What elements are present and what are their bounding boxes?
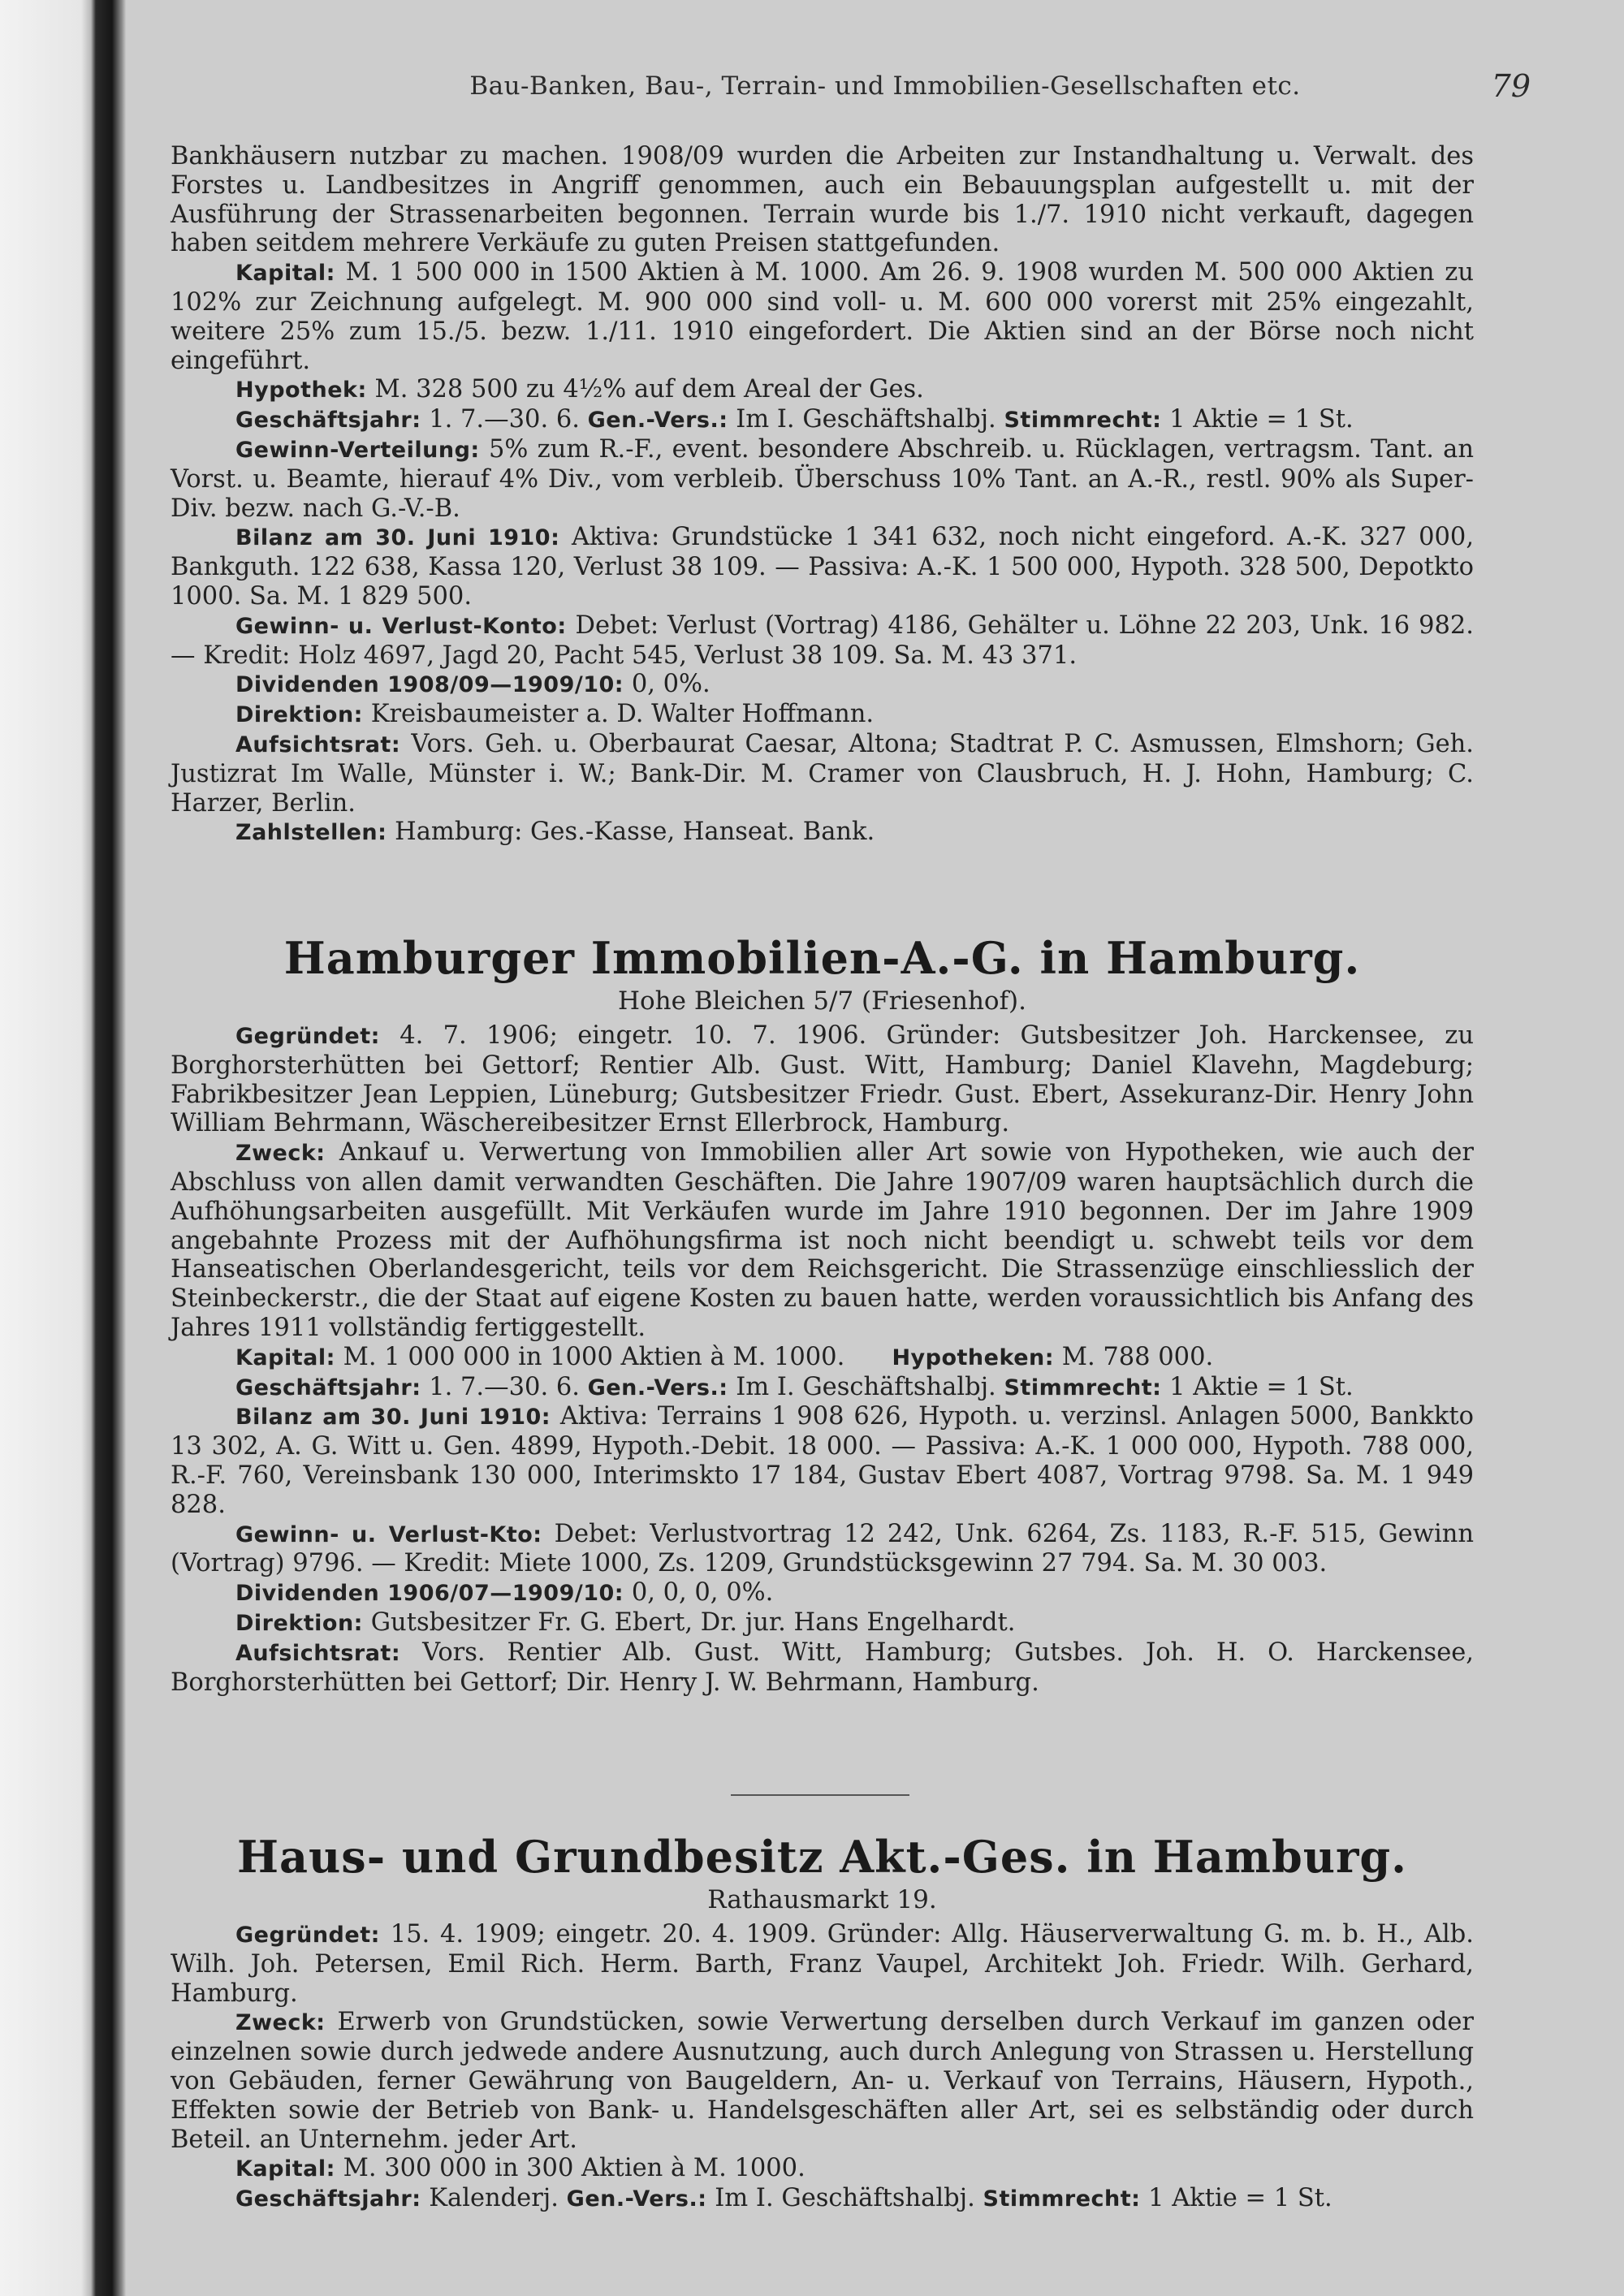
book-binding-edge: [0, 0, 126, 2296]
intro-paragraph: Bankhäusern nutzbar zu machen. 1908/09 wurden die Arbeiten zur Instandhaltung u. Verwalt. des Forstes u. Landbesitzes in Angriff genommen, auch ein Bebauungsplan aufgestellt u. mit der Ausführung der Strassenarbeiten begonnen. Terrain wurde bis 1./7. 1910 nicht verkauft, dagegen haben seitdem mehrere Verkäufe zu guten Preisen stattgefunden.: [171, 142, 1474, 258]
guv-text: Debet: Verlust (Vortrag) 4186, Gehälter u. Löhne 22 203, Unk. 16 982. — Kredit: Holz 4697, Jagd 20, Pacht 545, Verlust 38 109. Sa. M. 43 371.: [171, 611, 1474, 670]
bilanz-text: Aktiva: Terrains 1 908 626, Hypoth. u. verzinsl. Anlagen 5000, Bankkto 13 302, A. G. Witt u. Gen. 4899, Hypoth.-Debit. 18 000. — Passiva: A.-K. 1 000 000, Hypoth. 788 000, R.-F. 760, Vereinsbank 130 000, Interimskto 17 184, Gustav Ebert 4087, Vortrag 9798. Sa. M. 1 949 828.: [171, 1402, 1475, 1519]
hypothek-text: M. 328 500 zu 4½% auf dem Areal der Ges.: [374, 375, 924, 404]
guv-label: Gewinn- u. Verlust-Konto:: [235, 613, 567, 639]
gegr-label: Gegründet:: [235, 1024, 380, 1049]
gv-label: Gen.-Vers.:: [566, 2186, 707, 2212]
stimmrecht-label: Stimmrecht:: [1004, 408, 1162, 434]
kapital-paragraph: [171, 1343, 1474, 1373]
entry2-body: [171, 1920, 1474, 2214]
kapital-label: Kapital:: [235, 2156, 335, 2182]
gv-label: Gen.-Vers.:: [587, 1375, 728, 1400]
zweck-paragraph: [171, 1138, 1474, 1343]
direktion-paragraph: [171, 1608, 1474, 1638]
div-text: 0, 0, 0, 0%.: [631, 1578, 774, 1608]
hypothek-paragraph: [171, 375, 1474, 405]
kapital-text: M. 1 000 000 in 1000 Aktien à M. 1000.: [343, 1342, 845, 1371]
gewinn-label: Gewinn-Verteilung:: [235, 437, 480, 463]
guv-paragraph: [171, 1520, 1474, 1579]
geschaeftsjahr-paragraph: [171, 405, 1474, 435]
kapital-label: Kapital:: [235, 261, 335, 287]
aufsichtsrat-paragraph: [171, 1638, 1474, 1698]
bilanz-text: Aktiva: Grundstücke 1 341 632, noch nicht eingeford. A.-K. 327 000, Bankguth. 122 638, Kassa 120, Verlust 38 109. — Passiva: A.-K. 1 500 000, Hypoth. 328 500, Depotkto 1000. Sa. M. 1 829 500.: [171, 523, 1475, 611]
kapital-text: M. 1 500 000 in 1500 Aktien à M. 1000. Am 26. 9. 1908 wurden M. 500 000 Aktien zu 102% zur Zeichnung aufgelegt. M. 900 000 sind voll- u. M. 600 000 vorerst mit 25% eingezahlt, weitere 25% zum 15./5. bezw. 1./11. 1910 eingefordert. Die Aktien sind an der Börse noch nicht eingeführt.: [171, 258, 1474, 375]
gewinn-text: 5% zum R.-F., event. besondere Abschreib. u. Rücklagen, vertragsm. Tant. an Vorst. u. Beamte, hierauf 4% Div., vom verbleib. Überschuss 10% Tant. an A.-R., restl. 90% als Super-Div. bezw. nach G.-V.-B.: [171, 434, 1474, 523]
dir-text: Gutsbesitzer Fr. G. Ebert, Dr. jur. Hans Engelhardt.: [370, 1608, 1016, 1637]
gegruendet-paragraph: [171, 1021, 1474, 1138]
dir-text: Kreisbaumeister a. D. Walter Hoffmann.: [370, 700, 875, 729]
guv-text: Debet: Verlustvortrag 12 242, Unk. 6264, Zs. 1183, R.-F. 515, Gewinn (Vortrag) 9796. — Kredit: Miete 1000, Zs. 1209, Grundstücksgewinn 27 794. Sa. M. 30 003.: [171, 1519, 1474, 1578]
guv-label: Gewinn- u. Verlust-Kto:: [235, 1521, 542, 1547]
ar-label: Aufsichtsrat:: [235, 1640, 401, 1666]
gegruendet-paragraph: [171, 1920, 1474, 2008]
gj-label: Geschäftsjahr:: [235, 2186, 421, 2212]
ar-label: Aufsichtsrat:: [235, 732, 401, 757]
hypothek-label: Hypothek:: [235, 378, 367, 404]
dir-label: Direktion:: [235, 702, 363, 728]
div-text: 0, 0%.: [631, 670, 710, 699]
div-label: Dividenden 1908/09—1909/10:: [235, 672, 624, 698]
zs-text: Hamburg: Ges.-Kasse, Hanseat. Bank.: [395, 818, 875, 847]
entry1-title: Hamburger Immobilien-A.-G. in Hamburg.: [283, 932, 1361, 984]
section-divider: [731, 1794, 909, 1796]
kapital-label: Kapital:: [235, 1344, 335, 1370]
ar-text: Vors. Geh. u. Oberbaurat Caesar, Altona; Stadtrat P. C. Asmussen, Elmshorn; Geh. Justizrat Im Walle, Münster i. W.; Bank-Dir. M. Cramer von Clausbruch, H. J. Hohn, Hamburg; C. Harzer, Berlin.: [171, 729, 1474, 818]
gj-text: 1. 7.—30. 6.: [429, 1372, 580, 1401]
zweck-paragraph: [171, 2008, 1474, 2154]
zahlstellen-paragraph: [171, 818, 1474, 848]
stimmrecht-text: 1 Aktie = 1 St.: [1169, 1372, 1354, 1401]
direktion-paragraph: [171, 700, 1474, 730]
guv-paragraph: [171, 611, 1474, 671]
gegr-label: Gegründet:: [235, 1923, 380, 1948]
stimmrecht-label: Stimmrecht:: [983, 2186, 1141, 2212]
bilanz-label: Bilanz am 30. Juni 1910:: [235, 1405, 551, 1431]
dividenden-paragraph: [171, 670, 1474, 700]
entry1-body: [171, 1021, 1474, 1697]
hypotheken-label: Hypotheken:: [892, 1344, 1055, 1370]
geschaeftsjahr-paragraph: [171, 2184, 1474, 2214]
stimmrecht-text: 1 Aktie = 1 St.: [1169, 405, 1354, 434]
kapital-text: M. 300 000 in 300 Aktien à M. 1000.: [343, 2154, 806, 2183]
gj-label: Geschäftsjahr:: [235, 1375, 421, 1400]
gj-text: 1. 7.—30. 6.: [429, 405, 580, 434]
zweck-label: Zweck:: [235, 2010, 326, 2036]
dividenden-paragraph: [171, 1578, 1474, 1608]
dir-label: Direktion:: [235, 1610, 363, 1636]
gj-label: Geschäftsjahr:: [235, 408, 421, 434]
zweck-text: Erwerb von Grundstücken, sowie Verwertung derselben durch Verkauf im ganzen oder einzelnen sowie durch jedwede andere Ausnutzung, auch durch Anlegung von Strassen u. Herstellung von Gebäuden, ferner Gewährung von Baugeldern, An- u. Verkauf von Terrains, Häusern, Hypoth., Effekten sowie der Betrieb von Bank- u. Handelsgeschäften aller Art, sei es selbständig oder durch Beteil. an Unternehm. jeder Art.: [171, 2008, 1474, 2154]
bilanz-label: Bilanz am 30. Juni 1910:: [235, 525, 560, 551]
zweck-text: Ankauf u. Verwertung von Immobilien aller Art sowie von Hypotheken, wie auch der Abschluss von allen damit verwandten Geschäften. Die Jahre 1907/09 waren hauptsächlich durch die Aufhöhungsarbeiten ausgefüllt. Mit Verkäufen wurde im Jahre 1910 begonnen. Der im Jahre 1909 angebahnte Prozess mit der Aufhöhungsfirma ist noch nicht beendigt u. schwebt teils vor dem Hanseatischen Oberlandesgericht, teils vor dem Reichsgericht. Die Strassenzüge einschliesslich der Steinbeckerstr., die der Staat auf eigene Kosten zu bauen hatte, werden voraussichtlich bis Anfang des Jahres 1911 vollständig fertiggestellt.: [171, 1138, 1475, 1342]
div-label: Dividenden 1906/07—1909/10:: [235, 1581, 624, 1607]
gegr-text: 15. 4. 1909; eingetr. 20. 4. 1909. Gründer: Allg. Häuserverwaltung G. m. b. H., Alb. Wilh. Joh. Petersen, Emil Rich. Herm. Barth, Franz Vaupel, Architekt Joh. Friedr. Wilh. Gerhard, Hamburg.: [171, 1920, 1474, 2008]
entry2-address: Rathausmarkt 19.: [707, 1885, 937, 1914]
hypotheken-text: M. 788 000.: [1061, 1342, 1214, 1371]
entry1-address: Hohe Bleichen 5/7 (Friesenhof).: [617, 986, 1026, 1016]
gj-text: Kalenderj.: [429, 2184, 559, 2213]
zs-label: Zahlstellen:: [235, 820, 387, 846]
running-header: Bau-Banken, Bau-, Terrain- und Immobilien-Gesellschaften etc.: [469, 71, 1301, 101]
gegr-text: 4. 7. 1906; eingetr. 10. 7. 1906. Gründer: Gutsbesitzer Joh. Harckensee, zu Borghorsterhütten bei Gettorf; Rentier Alb. Gust. Witt, Hamburg; Daniel Klavehn, Magdeburg; Fabrikbesitzer Jean Leppien, Lüneburg; Gutsbesitzer Friedr. Gust. Ebert, Assekuranz-Dir. Henry John William Behrmann, Wäschereibesitzer Ernst Ellerbrock, Hamburg.: [171, 1021, 1474, 1138]
geschaeftsjahr-paragraph: [171, 1373, 1474, 1403]
gv-text: Im I. Geschäftshalbj.: [715, 2184, 975, 2213]
gv-label: Gen.-Vers.:: [587, 408, 728, 434]
top-entry: [171, 142, 1474, 848]
gv-text: Im I. Geschäftshalbj.: [736, 1372, 996, 1401]
stimmrecht-label: Stimmrecht:: [1004, 1375, 1162, 1400]
entry2-title: Haus- und Grundbesitz Akt.-Ges. in Hamburg.: [237, 1831, 1407, 1883]
kapital-paragraph: [171, 2154, 1474, 2184]
bilanz-paragraph: [171, 523, 1474, 611]
bilanz-paragraph: [171, 1402, 1474, 1519]
ar-text: Vors. Rentier Alb. Gust. Witt, Hamburg; Gutsbes. Joh. H. O. Harckensee, Borghorsterhütten bei Gettorf; Dir. Henry J. W. Behrmann, Hamburg.: [171, 1638, 1474, 1697]
stimmrecht-text: 1 Aktie = 1 St.: [1148, 2184, 1332, 2213]
kapital-paragraph: [171, 258, 1474, 375]
zweck-label: Zweck:: [235, 1141, 326, 1167]
gv-text: Im I. Geschäftshalbj.: [736, 405, 996, 434]
aufsichtsrat-paragraph: [171, 730, 1474, 818]
gewinn-verteilung-paragraph: [171, 435, 1474, 523]
page-number: 79: [1491, 68, 1531, 104]
